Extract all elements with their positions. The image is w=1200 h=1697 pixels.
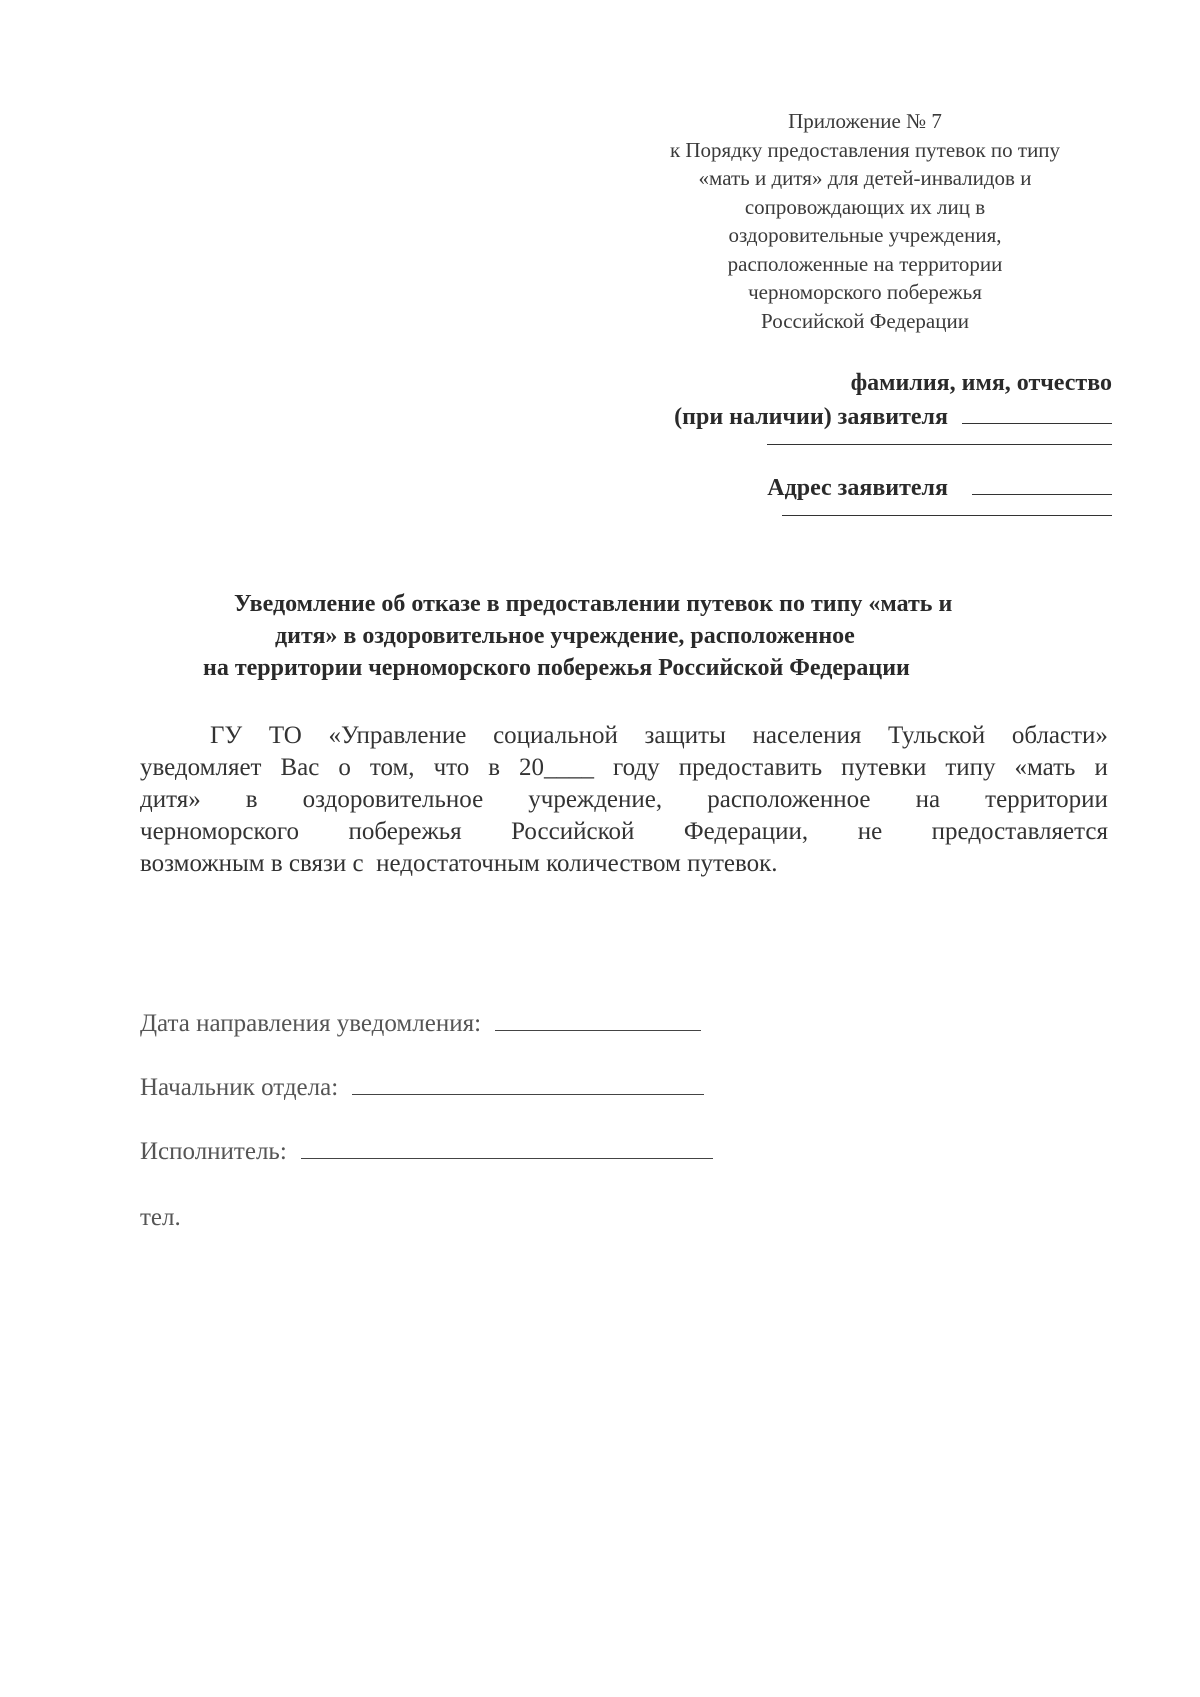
body-word: типу [945, 754, 996, 781]
appendix-header [630, 107, 1100, 335]
appendix-line: «мать и дитя» для детей-инвалидов и [698, 166, 1032, 190]
body-word: области» [1011, 722, 1108, 749]
applicant-block [552, 366, 1112, 516]
body-line [140, 752, 1108, 784]
body-word: том, [369, 754, 415, 781]
body-word: на [915, 786, 941, 813]
phone-field [140, 1204, 181, 1232]
body-word: населения [752, 722, 862, 749]
applicant-name-blank-2[interactable] [767, 434, 1112, 445]
body-word: что [433, 754, 470, 781]
phone-label: тел. [140, 1204, 181, 1231]
appendix-line: Приложение № 7 [788, 109, 942, 133]
year-blank[interactable]: 20____ [519, 754, 595, 781]
executor-label: Исполнитель: [140, 1138, 287, 1165]
body-word: предоставляется [931, 818, 1108, 845]
body-text-line: возможным в связи с недостаточным количеством путевок. [140, 850, 778, 877]
date-field [140, 1010, 701, 1038]
head-label: Начальник отдела: [140, 1074, 339, 1101]
applicant-address-row [552, 471, 1112, 505]
body-word: в [488, 754, 501, 781]
body-word: Тульской [888, 722, 986, 749]
body-word: и [1094, 754, 1108, 781]
title-line: на территории черноморского побережья Российской Федерации [203, 655, 910, 681]
body-word: ГУ [210, 722, 243, 749]
body-line [140, 848, 1108, 880]
body-word: социальной [493, 722, 618, 749]
body-word: «мать [1014, 754, 1076, 781]
body-word: Российской [511, 818, 635, 845]
body-word: дитя» [140, 786, 201, 813]
body-word: учреждение, [528, 786, 663, 813]
body-word: предоставить [678, 754, 823, 781]
appendix-line: Российской Федерации [761, 308, 969, 333]
executor-field [140, 1138, 713, 1166]
appendix-line: к Порядку предоставления путевок по типу [669, 137, 1061, 162]
applicant-address-blank-2[interactable] [782, 505, 1112, 516]
body-word: Федерации, [683, 818, 809, 845]
applicant-address-blank[interactable] [972, 494, 1112, 495]
appendix-line: черноморского побережья [748, 280, 982, 304]
body-word: в [245, 786, 258, 813]
body-word: не [857, 818, 883, 845]
applicant-address-label: Адрес заявителя [767, 475, 948, 501]
head-field [140, 1074, 704, 1102]
date-blank[interactable] [495, 1030, 701, 1031]
body-line [140, 816, 1108, 848]
body-word: о [338, 754, 351, 781]
appendix-line: сопровождающих их лиц в [744, 194, 986, 219]
body-word: ТО [268, 722, 302, 749]
notice-body [140, 720, 1108, 880]
appendix-line: расположенные на территории [727, 251, 1003, 276]
body-line [140, 720, 1108, 752]
head-blank[interactable] [352, 1094, 704, 1095]
body-word: территории [985, 786, 1108, 813]
applicant-name-label-1: фамилия, имя, отчество [850, 370, 1112, 396]
body-word: Вас [280, 754, 320, 781]
body-word: расположенное [707, 786, 871, 813]
date-label: Дата направления уведомления: [140, 1010, 482, 1037]
body-word: черноморского [140, 818, 299, 845]
body-line [140, 784, 1108, 816]
body-word: путевки [841, 754, 927, 781]
body-word: году [613, 754, 660, 781]
applicant-name-label-2: (при наличии) заявителя [674, 404, 948, 430]
notice-title [180, 588, 1100, 684]
applicant-name-blank[interactable] [962, 423, 1112, 424]
body-word: защиты [644, 722, 726, 749]
appendix-line: оздоровительные учреждения, [728, 223, 1002, 247]
body-word: «Управление [328, 722, 467, 749]
body-word: оздоровительное [302, 786, 484, 813]
body-word: побережья [348, 818, 462, 845]
applicant-name-row [552, 400, 1112, 434]
executor-blank[interactable] [301, 1158, 713, 1159]
body-word: уведомляет [140, 754, 262, 781]
title-line: дитя» в оздоровительное учреждение, расположенное [275, 623, 855, 649]
title-line: Уведомление об отказе в предоставлении путевок по типу «мать и [234, 591, 953, 617]
